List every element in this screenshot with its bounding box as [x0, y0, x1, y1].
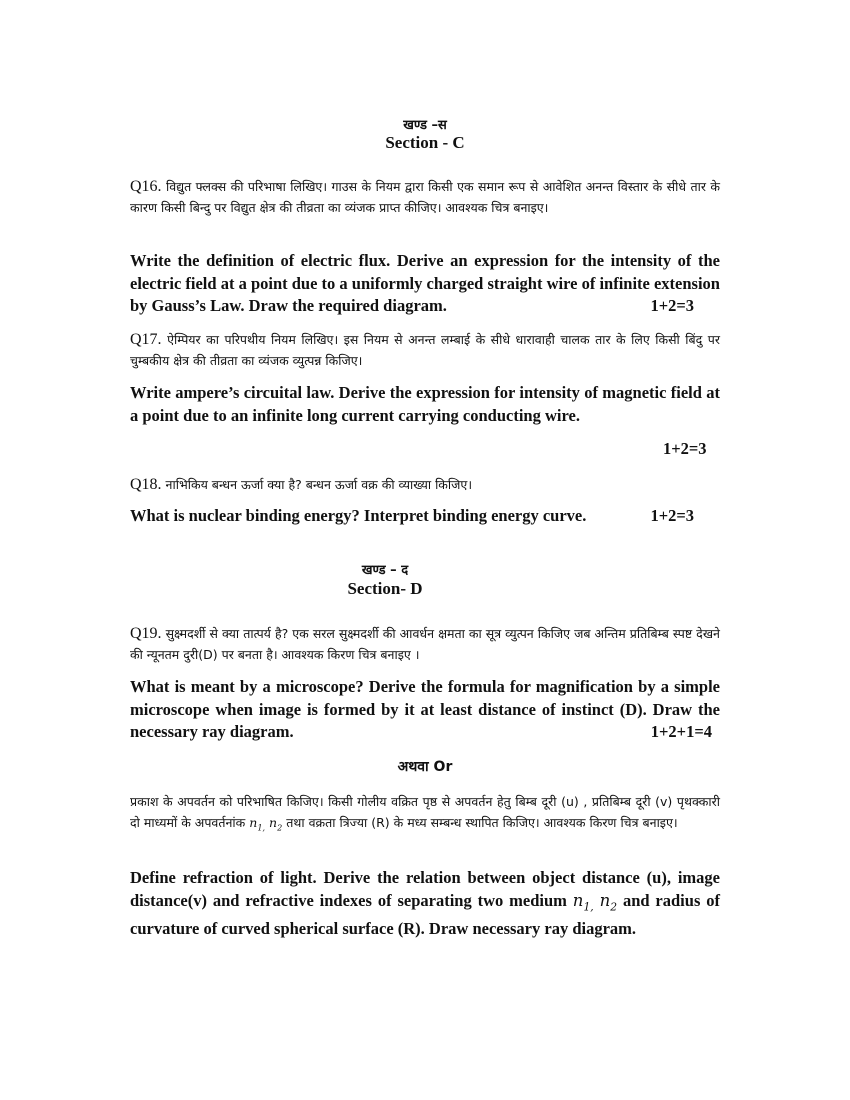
- alt-english-symbol-n2: $n_2$: [599, 890, 618, 913]
- section-d-hindi-heading: खण्ड – द: [361, 563, 409, 578]
- q17-english: [130, 382, 720, 427]
- q16-english-text: Write the definition of electric flux. Derive an expression for the intensity of the electric field at a point due to a uniformly charged straight wire of infinite extension by Gauss’s Law. Draw the required diagram.: [130, 251, 720, 315]
- q19-number: Q19.: [130, 625, 162, 642]
- q18-english-text: What is nuclear binding energy? Interpret binding energy curve.: [130, 506, 587, 525]
- q17-marks: 1+2=3: [663, 439, 707, 458]
- alt-hindi-symbol-n2: $n_2$: [269, 815, 283, 833]
- q16-number: Q16.: [130, 178, 162, 195]
- q17-english-text: Write ampere’s circuital law. Derive the expression for intensity of magnetic field at a point due to an infinite long current carrying conducting wire.: [130, 383, 720, 425]
- alt-english: [130, 867, 720, 941]
- or-label: अथवा Or: [397, 759, 453, 775]
- q16-hindi: [130, 176, 720, 218]
- section-c-heading: Section - C: [385, 133, 465, 152]
- alt-hindi-text-1: प्रकाश के अपवर्तन को परिभाषित किजिए। किसी गोलीय वक्रित पृष्ठ से अपवर्तन हेतु बिम्ब दूरी (u) , प्रतिबिम्ब दूरी (v) पृथक्कारी दो माध्यमों के अपवर्तनांक: [130, 794, 720, 830]
- q18-english: [130, 505, 720, 528]
- q18-marks: 1+2=3: [650, 506, 694, 525]
- q18-number: Q18.: [130, 476, 162, 493]
- q18-hindi: [130, 474, 720, 495]
- alt-english-symbol-n1: $n_{1,}$: [572, 890, 594, 913]
- q17-number: Q17.: [130, 331, 162, 348]
- q18-hindi-text: नाभिकिय बन्धन ऊर्जा क्या है? बन्धन ऊर्जा वक्र की व्याख्या किजिए।: [165, 477, 473, 492]
- q19-english: [130, 676, 720, 744]
- q17-hindi-text: ऐम्पियर का परिपथीय नियम लिखिए। इस नियम से अनन्त लम्बाई के सीधे धारावाही चालक तार के लिए किसी बिंदु पर चुम्बकीय क्षेत्र की तीव्रता का व्यंजक व्युत्पन्न किजिए।: [130, 332, 720, 368]
- alt-english-text-2: and radius of curvature of curved spherical surface (R). Draw necessary ray diagram.: [130, 890, 721, 939]
- q16-english: [130, 250, 720, 318]
- q16-marks: 1+2=3: [650, 296, 694, 315]
- q16-hindi-text: विद्युत फ्लक्स की परिभाषा लिखिए। गाउस के नियम द्वारा किसी एक समान रूप से आवेशित अनन्त विस्तार के सीधे तार के कारण किसी बिन्दु पर विद्युत क्षेत्र की तीव्रता का व्यंजक प्राप्त कीजिए। आवश्यक चित्र बनाइए।: [130, 179, 720, 215]
- q19-english-text: What is meant by a microscope? Derive the formula for magnification by a simple microscope when image is formed by it at least distance of instinct (D). Draw the necessary ray diagram.: [130, 677, 720, 741]
- q19-hindi-text: सुक्ष्मदर्शी से क्या तात्पर्य है? एक सरल सुक्ष्मदर्शी की आवर्धन क्षमता का सूत्र व्युत्पन किजिए जब अन्तिम प्रतिबिम्ब स्पष्ट देखने की न्यूनतम दुरी(D) पर बनता है। आवश्यक किरण चित्र बनाइए ।: [130, 626, 720, 662]
- q19-hindi: [130, 623, 720, 665]
- alt-hindi-text-2: तथा वक्रता त्रिज्या (R) के मध्य सम्बन्ध स्थापित किजिए। आवश्यक किरण चित्र बनाइए।: [282, 815, 678, 830]
- alt-hindi-symbol-n1: $n_{1,}$: [249, 815, 266, 833]
- alt-hindi: [130, 791, 720, 839]
- q17-hindi: [130, 329, 720, 371]
- alt-english-text-1: Define refraction of light. Derive the relation between object distance (u), image distance(v) and refractive indexes of separating two medium: [130, 868, 720, 910]
- section-d-heading: Section- D: [347, 579, 423, 598]
- section-c-hindi-heading: खण्ड –स: [403, 118, 447, 133]
- q19-marks: 1+2+1=4: [650, 722, 712, 741]
